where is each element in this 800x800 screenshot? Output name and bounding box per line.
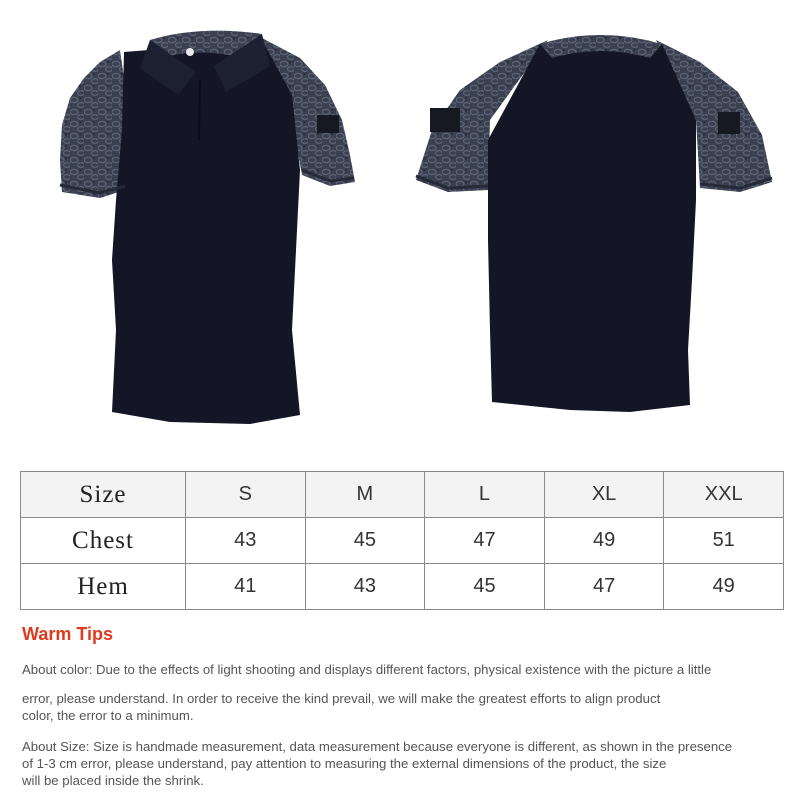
hem-value-cell: 43	[305, 564, 425, 610]
size-header-row	[21, 472, 784, 518]
hem-row-label: Hem	[21, 564, 186, 610]
size-header-cell: S	[186, 472, 306, 518]
chest-value-cell: 45	[305, 518, 425, 564]
hem-value-cell: 45	[425, 564, 545, 610]
hem-value-cell: 41	[186, 564, 306, 610]
size-note-line: of 1-3 cm error, please understand, pay attention to measuring the external dimensions of the product, the size	[22, 756, 667, 771]
hem-value-cell: 47	[544, 564, 664, 610]
product-photo-back	[400, 0, 800, 450]
chest-value-cell: 49	[544, 518, 664, 564]
product-photo-front	[0, 0, 400, 450]
size-header-cell: M	[305, 472, 425, 518]
chest-value-cell: 47	[425, 518, 545, 564]
chest-value-cell: 51	[664, 518, 784, 564]
hem-row	[21, 564, 784, 610]
size-header-cell: L	[425, 472, 545, 518]
shirt-front-icon	[0, 0, 400, 450]
color-note-line: About color: Due to the effects of light shooting and displays different factors, physical existence with the picture a little	[22, 662, 712, 677]
size-header-cell: XL	[544, 472, 664, 518]
size-header-label: Size	[21, 472, 186, 518]
color-note-line: color, the error to a minimum.	[22, 708, 194, 723]
color-note-line: error, please understand. In order to receive the kind prevail, we will make the greatest efforts to align product	[22, 691, 661, 706]
hem-value-cell: 49	[664, 564, 784, 610]
chest-value-cell: 43	[186, 518, 306, 564]
chest-row	[21, 518, 784, 564]
chest-row-label: Chest	[21, 518, 186, 564]
size-note-line: About Size: Size is handmade measurement, data measurement because everyone is different, as shown in the presence	[22, 739, 733, 754]
shirt-back-icon	[400, 0, 800, 450]
warm-tips-title: Warm Tips	[22, 624, 114, 644]
size-header-cell: XXL	[664, 472, 784, 518]
size-note-line: will be placed inside the shrink.	[22, 773, 204, 788]
size-chart-table	[20, 471, 784, 610]
